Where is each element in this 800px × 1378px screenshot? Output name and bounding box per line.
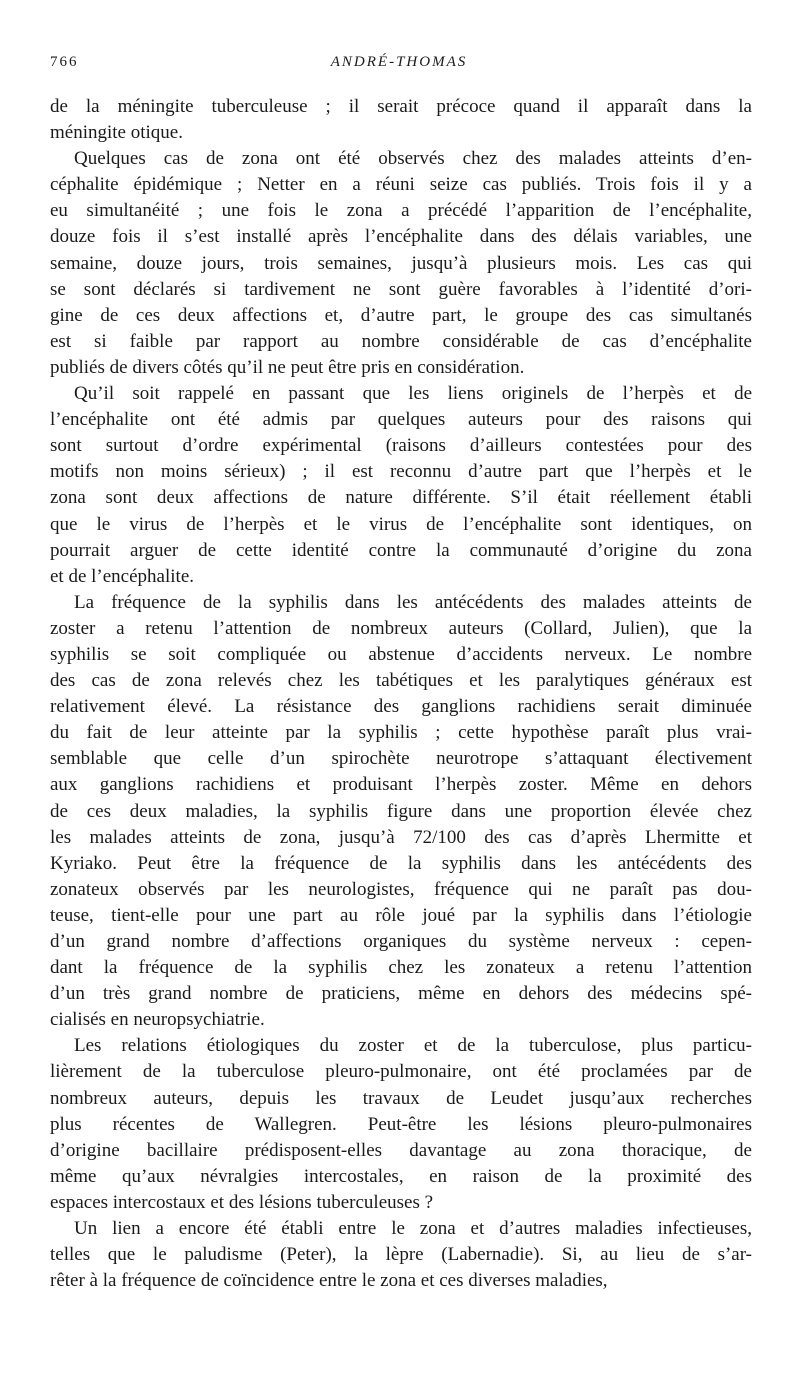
text-line: même qu’aux névralgies intercostales, en raison de la proximité des [50,1165,752,1187]
text-line: syphilis se soit compliquée ou abstenue d’accidents nerveux. Le nombre [50,643,752,665]
text-line: cialisés en neuropsychiatrie. [50,1009,265,1031]
text-line: zoster a retenu l’attention de nombreux auteurs (Collard, Julien), que la [50,617,752,639]
text-line: gine de ces deux affections et, d’autre part, le groupe des cas simultanés [50,304,752,326]
running-title: ANDRÉ-THOMAS [330,54,468,70]
text-line: espaces intercostaux et des lésions tuberculeuses ? [50,1191,434,1213]
text-line: Les relations étiologiques du zoster et de la tuberculose, plus particu- [74,1035,752,1057]
page-header [50,50,748,76]
text-line: douze fois il s’est installé après l’encéphalite dans des délais variables, une [50,226,752,248]
text-line: Un lien a encore été établi entre le zona et d’autres maladies infectieuses, [74,1218,752,1240]
text-line: les malades atteints de zona, jusqu’à 72/100 des cas d’après Lhermitte et [50,826,752,848]
text-line: d’un très grand nombre de praticiens, même en dehors des médecins spé- [50,983,752,1005]
page-number: 766 [50,54,79,70]
body-text [50,94,752,1294]
text-line: semblable que celle d’un spirochète neurotrope s’attaquant électivement [50,748,752,770]
text-line: semaine, douze jours, trois semaines, jusqu’à plusieurs mois. Les cas qui [50,252,752,274]
text-line: de ces deux maladies, la syphilis figure dans une proportion élevée chez [50,800,752,822]
text-line: zonateux observés par les neurologistes, fréquence qui ne paraît pas dou- [50,878,752,900]
text-line: Quelques cas de zona ont été observés chez des malades atteints d’en- [74,148,752,170]
text-line: relativement élevé. La résistance des ganglions rachidiens serait diminuée [50,696,752,718]
text-line: d’un grand nombre d’affections organiques du système nerveux : cepen- [50,931,752,952]
text-line: motifs non moins sérieux) ; il est reconnu d’autre part que l’herpès et le [50,461,752,483]
text-line: La fréquence de la syphilis dans les antécédents des malades atteints de [74,591,752,613]
text-line: rêter à la fréquence de coïncidence entre le zona et ces diverses maladies, [50,1270,608,1292]
text-line: et de l’encéphalite. [50,565,195,587]
text-line: des cas de zona relevés chez les tabétiques et les paralytiques généraux est [50,670,752,692]
text-line: d’origine bacillaire prédisposent-elles davantage au zona thoracique, de [50,1139,752,1161]
text-line: du fait de leur atteinte par la syphilis ; cette hypothèse paraît plus vrai- [50,722,752,744]
text-line: Kyriako. Peut être la fréquence de la syphilis dans les antécédents des [50,852,752,874]
text-line: céphalite épidémique ; Netter en a réuni seize cas publiés. Trois fois il y a [50,174,752,196]
text-line: plus récentes de Wallegren. Peut-être les lésions pleuro-pulmonaires [50,1113,752,1135]
text-line: méningite otique. [50,122,183,144]
text-line: publiés de divers côtés qu’il ne peut être pris en considération. [50,356,525,378]
text-line: Qu’il soit rappelé en passant que les liens originels de l’herpès et de [74,383,752,405]
text-line: dant la fréquence de la syphilis chez les zonateux a retenu l’attention [50,957,752,979]
text-line: aux ganglions rachidiens et produisant l’herpès zoster. Même en dehors [50,774,752,796]
text-line: se sont déclarés si tardivement ne sont guère favorables à l’identité d’ori- [50,278,752,300]
text-line: sont surtout d’ordre expérimental (raisons d’ailleurs contestées pour des [50,435,752,457]
text-line: que le virus de l’herpès et le virus de l’encéphalite sont identiques, on [50,513,752,535]
text-line: telles que le paludisme (Peter), la lèpre (Labernadie). Si, au lieu de s’ar- [50,1244,752,1266]
text-line: pourrait arguer de cette identité contre la communauté d’origine du zona [50,539,752,561]
text-line: est si faible par rapport au nombre considérable de cas d’encéphalite [50,330,752,352]
text-line: zona sont deux affections de nature différente. S’il était réellement établi [50,487,752,509]
text-line: teuse, tient-elle pour une part au rôle joué par la syphilis dans l’étiologie [50,904,752,926]
text-line: l’encéphalite ont été admis par quelques auteurs pour des raisons qui [50,409,752,431]
text-line: lièrement de la tuberculose pleuro-pulmonaire, ont été proclamées par de [50,1061,752,1083]
text-line: nombreux auteurs, depuis les travaux de Leudet jusqu’aux recherches [50,1087,752,1109]
text-line: de la méningite tuberculeuse ; il serait précoce quand il apparaît dans la [50,96,752,117]
text-line: eu simultanéité ; une fois le zona a précédé l’apparition de l’encéphalite, [50,200,752,222]
